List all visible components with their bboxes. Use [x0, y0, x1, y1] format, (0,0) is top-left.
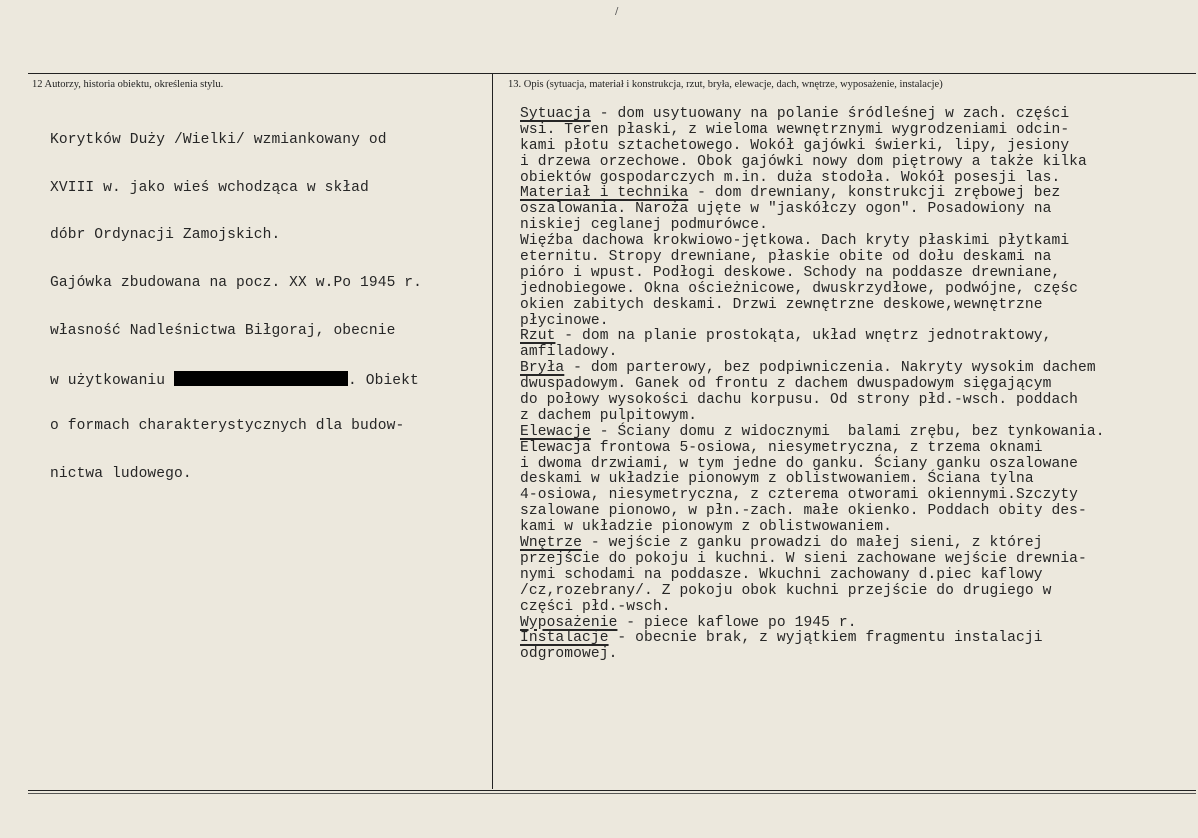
- text-fragment: . Obiekt: [348, 373, 419, 390]
- text-fragment: odgromowej.: [520, 646, 618, 663]
- text-fragment: amfiladowy.: [520, 344, 618, 361]
- section-13-heading: 13. Opis (sytuacja, materiał i konstrukcja, rzut, bryła, elewacje, dach, wnętrze, wyposażenie, instalacje): [508, 79, 943, 90]
- text-fragment: - dom drewniany, konstrukcji zrębowej bez: [688, 185, 1061, 202]
- text-line: [520, 298, 1105, 314]
- text-fragment: jednobiegowe. Okna ościeżnicowe, dwuskrzydłowe, podwójne, częśc: [520, 280, 1079, 297]
- text-fragment: niskiej ceglanej podmurówce.: [520, 217, 769, 234]
- subsection-label: Bryła: [520, 360, 565, 377]
- text-fragment: wsi. Teren płaski, z wieloma wewnętrznymi wygrodzeniami odcin-: [520, 121, 1070, 138]
- text-line: [520, 155, 1105, 171]
- text-fragment: części płd.-wsch.: [520, 598, 671, 615]
- text-fragment: płycinowe.: [520, 312, 609, 329]
- subsection-label: Sytuacja: [520, 106, 591, 122]
- text-line: [520, 139, 1105, 155]
- text-fragment: nymi schodami na poddasze. Wkuchni zachowany d.piec kaflowy: [520, 566, 1043, 583]
- text-fragment: eternitu. Stropy drewniane, płaskie obite od dołu deskami na: [520, 249, 1052, 266]
- subsection-label: Wyposażenie: [520, 614, 618, 631]
- text-fragment: /cz,rozebrany/. Z pokoju obok kuchni przejście do drugiego w: [520, 582, 1052, 599]
- section-12-heading: 12 Autorzy, historia obiektu, określenia stylu.: [32, 79, 224, 90]
- text-fragment: - dom na planie prostokąta, układ wnętrz jednotraktowy,: [555, 328, 1052, 345]
- text-line: [520, 631, 1105, 647]
- text-line: Gajówka zbudowana na pocz. XX w.Po 1945 r.: [50, 274, 423, 291]
- subsection-label: Wnętrze: [520, 535, 583, 552]
- text-fragment: do połowy wysokości dachu korpusu. Od strony płd.-wsch. poddach: [520, 392, 1079, 409]
- column-divider: [492, 73, 493, 789]
- text-fragment: 4-osiowa, niesymetryczna, z czterema otworami okiennymi.Szczyty: [520, 487, 1079, 504]
- text-fragment: deskami w układzie pionowym z oblistwowaniem. Ściana tylna: [520, 471, 1034, 488]
- text-fragment: - obecnie brak, z wyjątkiem fragmentu instalacji: [608, 630, 1043, 647]
- text-line: [520, 568, 1105, 584]
- subsection-label: Rzut: [520, 328, 556, 345]
- text-fragment: szalowane pionowo, w płn.-zach. małe okienko. Poddach obity des-: [520, 503, 1087, 520]
- text-fragment: - dom parterowy, bez podpiwniczenia. Nakryty wysokim dachem: [564, 360, 1096, 377]
- text-fragment: przejście do pokoju i kuchni. W sieni zachowane wejście drewnia-: [520, 550, 1087, 567]
- subsection-label: Instalacje: [520, 630, 609, 647]
- text-line: [520, 329, 1105, 345]
- text-line: [520, 282, 1105, 298]
- scan-mark: /: [615, 6, 619, 17]
- text-line: [520, 488, 1105, 504]
- bottom-rule-double: [28, 793, 1196, 794]
- top-rule: [28, 73, 1196, 74]
- text-line: [520, 504, 1105, 520]
- text-line: [520, 552, 1105, 568]
- text-fragment: dwuspadowym. Ganek od frontu z dachem dwuspadowym sięgającym: [520, 376, 1052, 393]
- text-fragment: oszalowania. Naroża ujęte w "jaskółczy ogon". Posadowiony na: [520, 201, 1052, 218]
- text-fragment: kami w układzie pionowym z oblistwowaniem.: [520, 519, 893, 536]
- text-line: [520, 314, 1105, 330]
- text-line: [520, 520, 1105, 536]
- text-fragment: kami płotu sztachetowego. Wokół gajówki świerki, lipy, jesiony: [520, 137, 1070, 154]
- text-line: [520, 202, 1105, 218]
- text-fragment: Elewacja frontowa 5-osiowa, niesymetryczna, z trzema oknami: [520, 439, 1043, 456]
- text-line: [520, 377, 1105, 393]
- text-line: [520, 393, 1105, 409]
- text-line: [520, 409, 1105, 425]
- text-line: [520, 250, 1105, 266]
- text-line-redacted: [50, 371, 422, 390]
- text-line: [520, 107, 1105, 123]
- text-line: [520, 647, 1105, 663]
- text-line: [520, 171, 1105, 187]
- text-line: własność Nadleśnictwa Biłgoraj, obecnie: [50, 322, 396, 339]
- text-line: [520, 600, 1105, 616]
- text-line: XVIII w. jako wieś wchodząca w skład: [50, 179, 369, 196]
- section-13-text: [520, 107, 1105, 663]
- text-line: [520, 361, 1105, 377]
- text-fragment: okien zabitych deskami. Drzwi zewnętrzne deskowe,wewnętrzne: [520, 296, 1043, 313]
- subsection-label: Materiał i technika: [520, 185, 689, 202]
- text-fragment: Więźba dachowa krokwiowo-jętkowa. Dach kryty płaskimi płytkami: [520, 233, 1070, 250]
- text-line: [520, 186, 1105, 202]
- text-line: [520, 616, 1105, 632]
- text-fragment: i drzewa orzechowe. Obok gajówki nowy dom piętrowy a także kilka: [520, 153, 1087, 170]
- text-fragment: pióro i wpust. Podłogi deskowe. Schody na poddasze drewniane,: [520, 264, 1061, 281]
- redaction-bar: [174, 371, 348, 386]
- text-fragment: obiektów gospodarczych m.in. duża stodoła. Wokół posesji las.: [520, 169, 1061, 186]
- text-line: [520, 266, 1105, 282]
- text-line: Korytków Duży /Wielki/ wzmiankowany od: [50, 131, 387, 148]
- text-fragment: w użytkowaniu: [50, 373, 166, 390]
- text-line: [520, 123, 1105, 139]
- text-line: [520, 345, 1105, 361]
- text-line: [520, 472, 1105, 488]
- text-line: [520, 425, 1105, 441]
- text-fragment: - Ściany domu z widocznymi balami zrębu, bez tynkowania.: [590, 423, 1105, 440]
- text-fragment: z dachem pulpitowym.: [520, 407, 698, 424]
- text-fragment: i dwoma drzwiami, w tym jedne do ganku. Ściany ganku oszalowane: [520, 455, 1079, 472]
- text-line: nictwa ludowego.: [50, 465, 192, 482]
- text-fragment: - wejście z ganku prowadzi do małej sieni, z której: [582, 535, 1043, 552]
- text-line: o formach charakterystycznych dla budow-: [50, 418, 405, 435]
- bottom-rule: [28, 790, 1196, 791]
- section-12-text: [50, 101, 422, 514]
- text-line: [520, 536, 1105, 552]
- subsection-label: Elewacje: [520, 423, 591, 440]
- text-line: [520, 218, 1105, 234]
- text-line: dóbr Ordynacji Zamojskich.: [50, 227, 281, 244]
- text-line: [520, 441, 1105, 457]
- text-fragment: - dom usytuowany na polanie śródleśnej w zach. części: [590, 106, 1070, 122]
- text-line: [520, 234, 1105, 250]
- text-line: [520, 584, 1105, 600]
- text-fragment: - piece kaflowe po 1945 r.: [617, 614, 857, 631]
